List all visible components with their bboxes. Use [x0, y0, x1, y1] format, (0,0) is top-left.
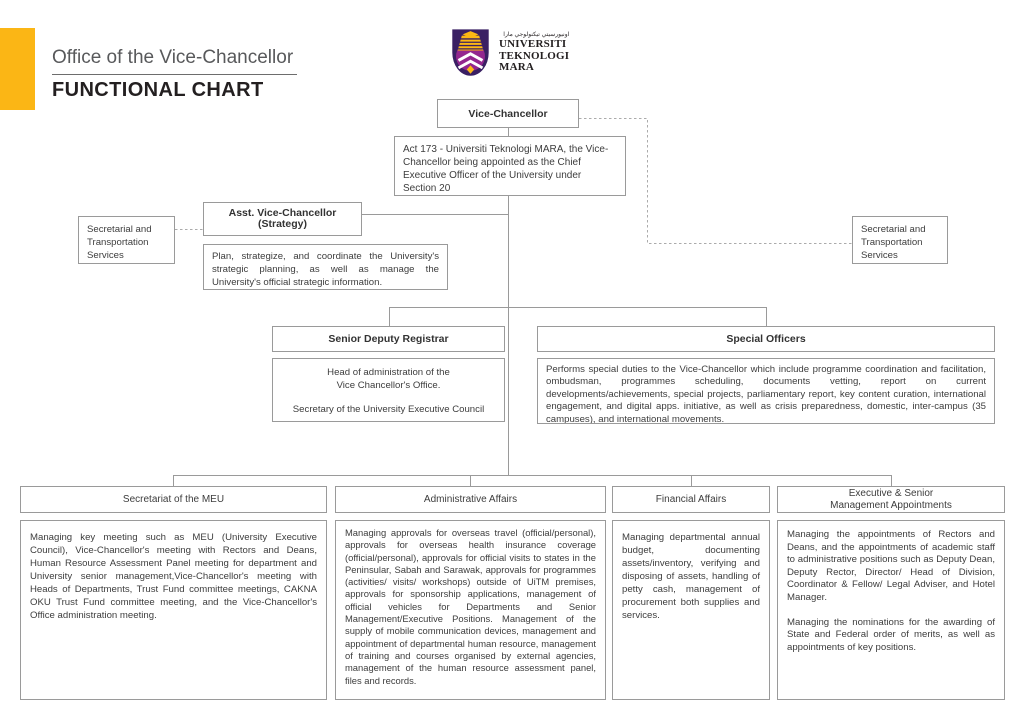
page-title: Office of the Vice-Chancellor: [52, 47, 297, 75]
dept-title-secretariat-meu: Secretariat of the MEU: [20, 486, 327, 513]
act-173-note-box: Act 173 - Universiti Teknologi MARA, the Vice-Chancellor being appointed as the Chief Executive Officer of the University under Section 20: [394, 136, 626, 196]
dept-title-executive-senior-appointments: [777, 486, 1005, 513]
page-subtitle: FUNCTIONAL CHART: [52, 79, 264, 101]
vice-chancellor-box: Vice-Chancellor: [437, 99, 579, 128]
secretarial-services-right-box: Secretarial and Transportation Services: [852, 216, 948, 264]
uitm-logo-text: [499, 29, 569, 74]
uitm-logo: [448, 29, 569, 77]
dept4-title-line1: Executive & Senior: [848, 488, 934, 499]
special-officers-description-box: Performs special duties to the Vice-Chancellor which include programme coordination and facilitation, ombudsman, programmes scheduling, documents vetting, report on current developments/achievements, special projects, parliamentary report, key content curation, international engagement, and digital apps. initiative, as well as crisis preparedness, domestic, inter-campus (35 campuses), and international movements.: [537, 358, 995, 424]
asst-vc-title-line2: (Strategy): [257, 218, 307, 230]
asst-vc-description-box: Plan, strategize, and coordinate the University's strategic planning, as well as manage the University's official strategic information.: [203, 244, 448, 290]
page-header: [52, 47, 297, 102]
accent-bar: [0, 28, 35, 110]
uitm-name-line2: TEKNOLOGI: [499, 49, 570, 62]
sdr-desc-line3: Secretary of the University Executive Council: [292, 404, 485, 416]
secretarial-services-left-box: Secretarial and Transportation Services: [78, 216, 175, 264]
special-officers-box: Special Officers: [537, 326, 995, 352]
dept-desc-secretariat-meu: Managing key meeting such as MEU (University Executive Council), Vice-Chancellor's meeting with Rectors and Deans, Human Resource Assessment Panel meeting for department and University senior management,Vice-Chancellor's meeting with Heads of Departments, Trust Fund committee meetings, CAKNA OKU Trust Fund committee meeting, and the Vice-Chancellor's Office administration meeting.: [20, 520, 327, 700]
uitm-jawi-text: اونيورسيتي تيكنولوجي مارا: [503, 32, 570, 38]
uitm-name-line3: MARA: [499, 61, 535, 73]
dept4-desc-para1: Managing the appointments of Rectors and Deans, and the appointments of academic staff to administrative positions such as Deputy Dean, Deputy Rector, Director/ Head of Division, Coordinator & Fellow/ Legal Adviser, and Hotel Manager.: [787, 529, 995, 603]
dept-desc-financial-affairs: Managing departmental annual budget, documenting assets/inventory, verifying and disposing of assets, handling of petty cash, management of procurement both supplies and services.: [612, 520, 770, 700]
senior-deputy-registrar-description-box: [272, 358, 505, 422]
dept4-desc-para2: Managing the nominations for the awarding of State and Federal order of merits, as well as appointments of key positions.: [787, 616, 995, 653]
sdr-desc-line2: Vice Chancellor's Office.: [336, 379, 441, 391]
sdr-desc-line1: Head of administration of the: [327, 367, 450, 378]
dept-title-financial-affairs: Financial Affairs: [612, 486, 770, 513]
dept-title-administrative-affairs: Administrative Affairs: [335, 486, 606, 513]
dept4-title-line2: Management Appointments: [830, 499, 952, 511]
senior-deputy-registrar-box: Senior Deputy Registrar: [272, 326, 505, 352]
asst-vc-title-line1: Asst. Vice-Chancellor: [228, 206, 337, 219]
uitm-shield-icon: [448, 29, 493, 77]
dept-desc-executive-senior-appointments: [777, 520, 1005, 700]
uitm-name-line1: UNIVERSITI: [499, 38, 567, 50]
dept-desc-administrative-affairs: Managing approvals for overseas travel (official/personal), approvals for overseas health insurance coverage (official/personal), approvals for official visits to states in the Peninsular, Sabah and Sarawak, approvals for programmes (activities/ visits/ workshops) outside of UiTM premises, approvals for sponsorship applications, management of official vehicles for Departments and Senior Management/Executive Positions. Management of the supply of mobile communication devices, management and appointment of departmental human resource, management of training and courses organised by external agencies, management of the human resource assessment panel, files and records.: [335, 520, 606, 700]
asst-vice-chancellor-box: [203, 202, 362, 236]
